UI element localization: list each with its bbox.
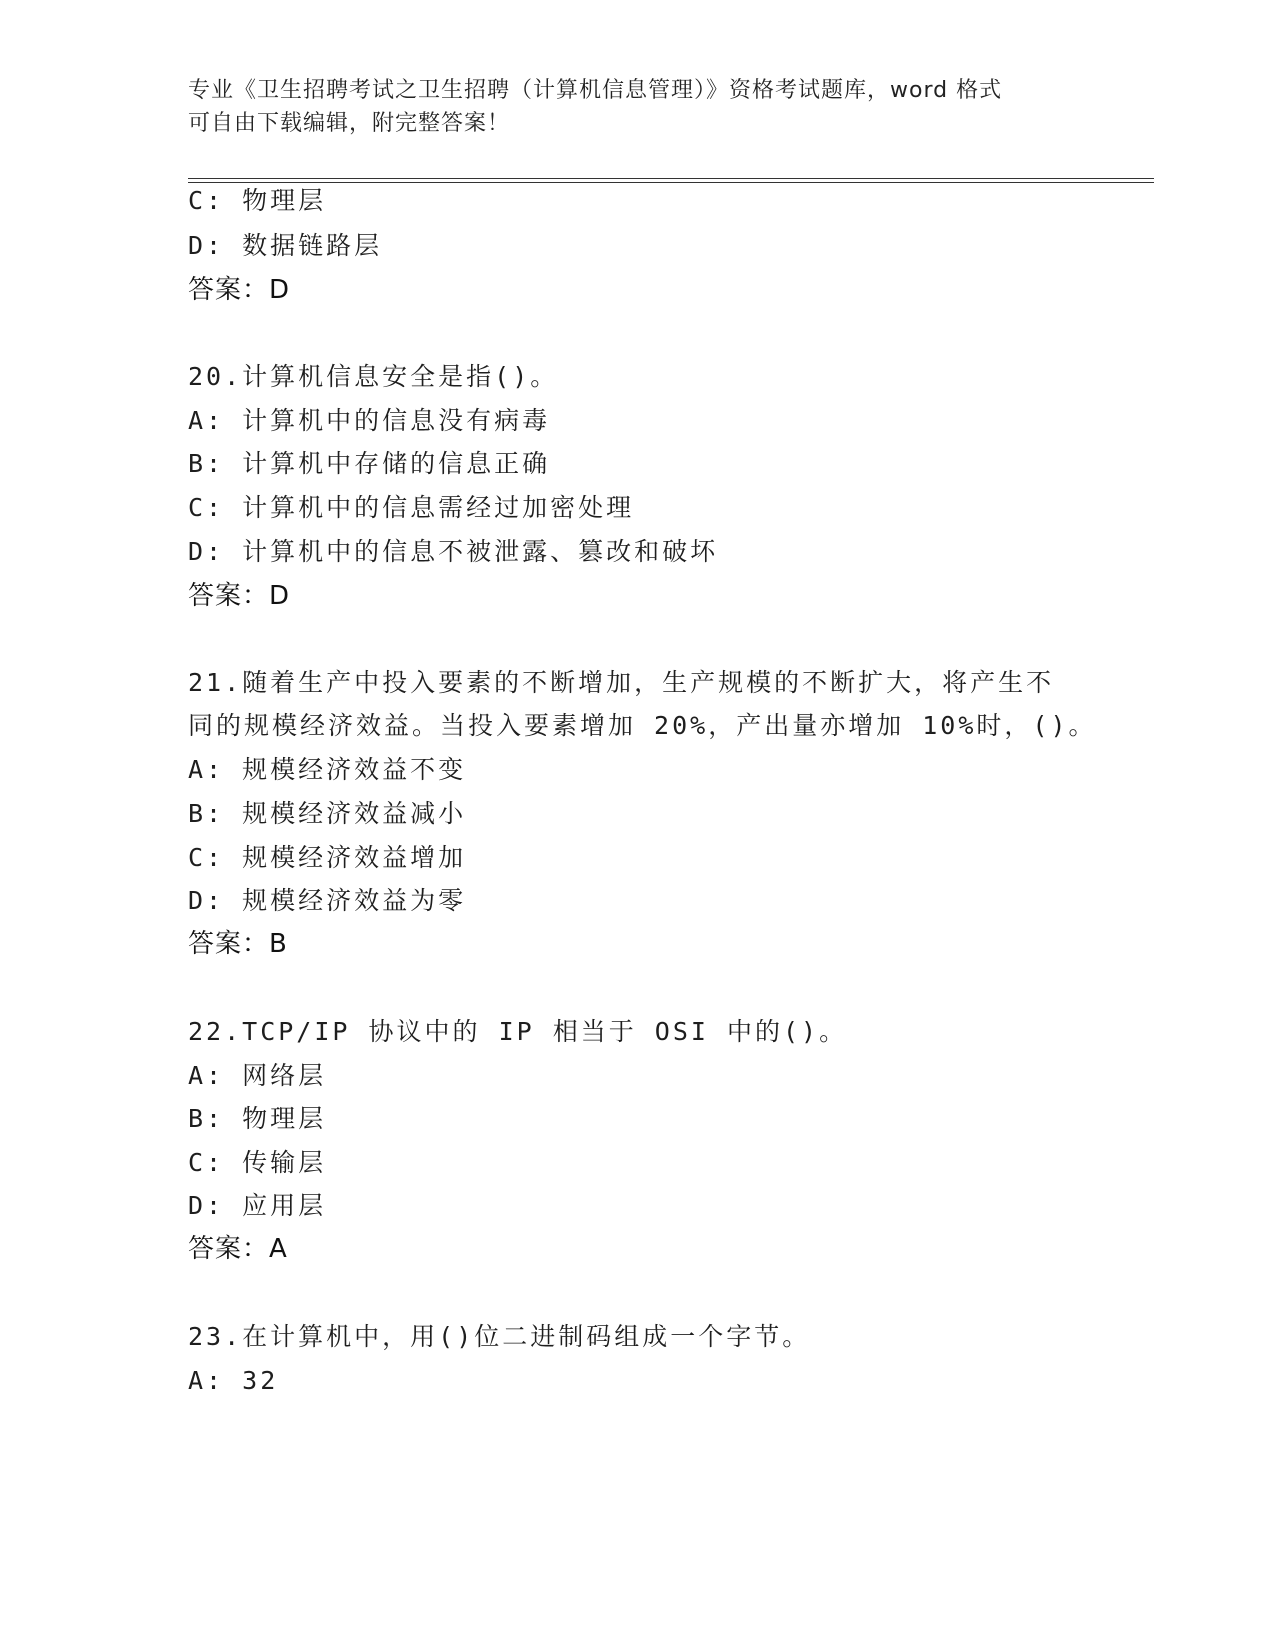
q20-option-c: C: 计算机中的信息需经过加密处理 [188, 493, 635, 522]
header-divider-top [188, 178, 1154, 179]
q20-answer: 答案：D [188, 581, 291, 611]
q21-answer: 答案：B [188, 929, 288, 959]
q20-option-b: B: 计算机中存储的信息正确 [188, 449, 551, 478]
q20-option-d: D: 计算机中的信息不被泄露、篡改和破坏 [188, 537, 719, 566]
q22-answer: 答案：A [188, 1234, 288, 1264]
q22-option-d: D: 应用层 [188, 1191, 327, 1220]
q19-option-d: D: 数据链路层 [188, 231, 383, 260]
header-title-line-2: 可自由下载编辑，附完整答案！ [188, 111, 511, 136]
q23-option-a: A: 32 [188, 1366, 279, 1395]
q21-option-b: B: 规模经济效益减小 [188, 799, 467, 828]
q21-option-c: C: 规模经济效益增加 [188, 843, 467, 872]
q20-stem: 20.计算机信息安全是指()。 [188, 362, 559, 391]
q23-stem: 23.在计算机中，用()位二进制码组成一个字节。 [188, 1322, 811, 1351]
q21-stem-line-2: 同的规模经济效益。当投入要素增加 20%，产出量亦增加 10%时，()。 [188, 711, 1097, 740]
document-header [188, 74, 1068, 140]
q19-answer: 答案：D [188, 275, 291, 305]
header-title-line-1: 专业《卫生招聘考试之卫生招聘（计算机信息管理）》资格考试题库，word 格式 [188, 78, 1003, 103]
q21-option-d: D: 规模经济效益为零 [188, 886, 467, 915]
q22-option-c: C: 传输层 [188, 1148, 327, 1177]
q20-option-a: A: 计算机中的信息没有病毒 [188, 406, 551, 435]
q21-stem-line-1: 21.随着生产中投入要素的不断增加，生产规模的不断扩大，将产生不 [188, 668, 1055, 697]
header-divider-bottom [188, 182, 1154, 183]
q19-option-c: C: 物理层 [188, 186, 327, 215]
q22-stem: 22.TCP/IP 协议中的 IP 相当于 OSI 中的()。 [188, 1017, 848, 1046]
q22-option-a: A: 网络层 [188, 1061, 327, 1090]
q21-option-a: A: 规模经济效益不变 [188, 755, 467, 784]
q22-option-b: B: 物理层 [188, 1104, 327, 1133]
